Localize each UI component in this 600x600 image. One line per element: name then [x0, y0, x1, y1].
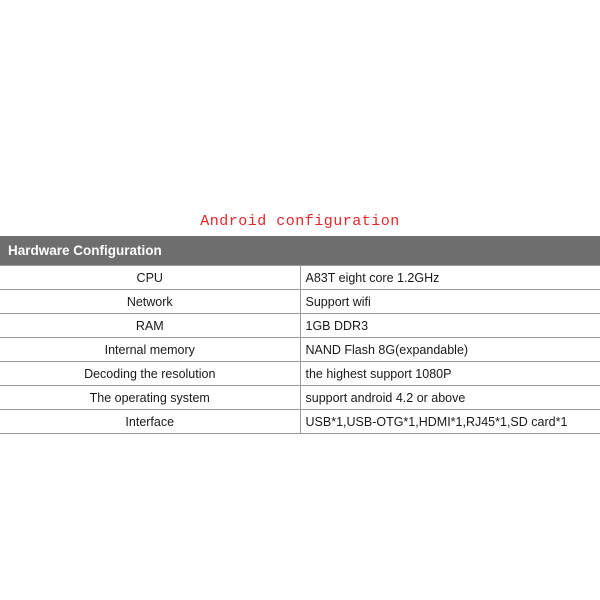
row-value: USB*1,USB-OTG*1,HDMI*1,RJ45*1,SD card*1	[300, 410, 600, 434]
row-value: A83T eight core 1.2GHz	[300, 266, 600, 290]
table-row	[0, 314, 600, 338]
table-header-row	[0, 236, 600, 266]
table-row	[0, 338, 600, 362]
table-row	[0, 362, 600, 386]
row-value: 1GB DDR3	[300, 314, 600, 338]
hardware-configuration-table	[0, 236, 600, 434]
table-row	[0, 386, 600, 410]
row-label: Interface	[0, 410, 300, 434]
table-header-label: Hardware Configuration	[0, 236, 600, 266]
row-label: The operating system	[0, 386, 300, 410]
table-row	[0, 290, 600, 314]
table-row	[0, 266, 600, 290]
table-row	[0, 410, 600, 434]
row-value: NAND Flash 8G(expandable)	[300, 338, 600, 362]
row-label: RAM	[0, 314, 300, 338]
row-label: Decoding the resolution	[0, 362, 300, 386]
row-value: Support wifi	[300, 290, 600, 314]
row-value: the highest support 1080P	[300, 362, 600, 386]
row-label: Network	[0, 290, 300, 314]
row-value: support android 4.2 or above	[300, 386, 600, 410]
row-label: CPU	[0, 266, 300, 290]
row-label: Internal memory	[0, 338, 300, 362]
page-title: Android configuration	[200, 213, 400, 230]
